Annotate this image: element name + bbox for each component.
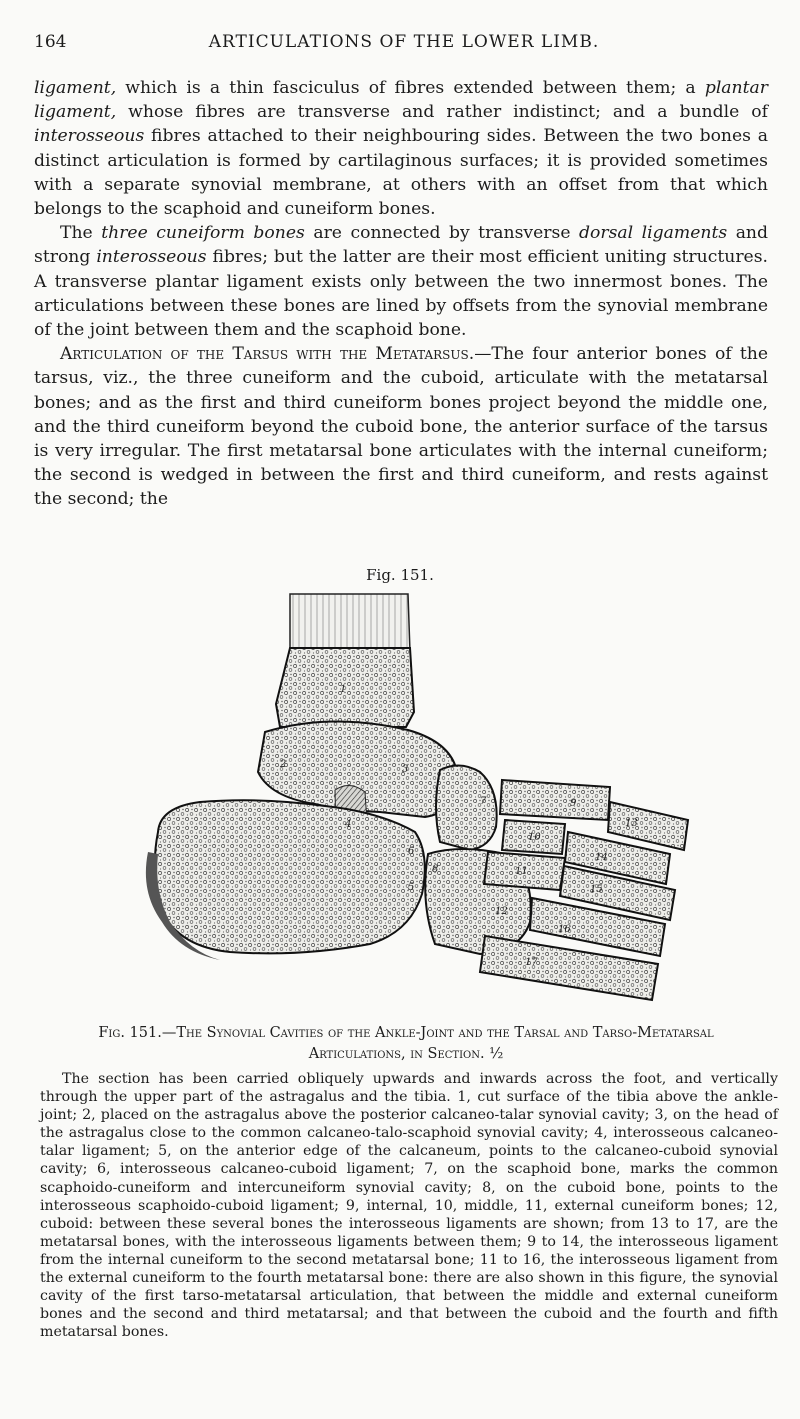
text-run: which is a thin fasciculus of fibres extended between them; a	[116, 78, 705, 98]
calcaneum	[155, 800, 425, 953]
text-run: whose fibres are transverse and rather indistinct; and a bundle of	[116, 102, 768, 123]
page-header	[34, 32, 774, 56]
section-heading: Articulation of the Tarsus with the Metatarsus.	[60, 344, 475, 365]
label-8: 8	[432, 864, 439, 875]
label-14: 14	[595, 852, 608, 863]
scaphoid	[436, 765, 497, 850]
label-12: 12	[495, 906, 508, 917]
label-15: 15	[590, 884, 603, 895]
text-run: The	[60, 223, 102, 244]
page-number: 164	[34, 32, 67, 52]
text-run: and strong	[34, 223, 769, 268]
caption-title: Fig. 151.—The Synovial Cavities of the Ankle-Joint and the Tarsal and Tarso-Metatarsal Articulations, in Section. ½	[98, 1025, 714, 1062]
label-16: 16	[558, 924, 571, 935]
tibia-shaft	[290, 594, 410, 652]
text-run: —The four anterior bones of the tarsus, viz., the three cuneiform and the cuboid, articulate with the metatarsal bones; and as the first and third cuneiform bones project beyond the middle one, and the third cuneiform beyond the cuboid bone, the anterior surface of the tarsus is very irregular. The first metatarsal bone articulates with the internal cuneiform; the second is wedged in between the first and third cuneiform, and rests against the second; the	[34, 344, 768, 510]
paragraph-1	[34, 76, 768, 221]
text-run: fibres; but the latter are their most efficient uniting structures. A transverse plantar ligament exists only between the two innermost bones. The articulations between these bones are lined by offsets from the synovial membrane of the joint between them and the scaphoid bone.	[34, 247, 768, 341]
label-2: 2	[280, 759, 287, 770]
label-1: 1	[340, 684, 347, 695]
label-6: 6	[408, 846, 415, 857]
term-ligament: ligament,	[34, 78, 117, 98]
caption-text: The section has been carried obliquely upwards and inwards across the foot, and vertically through the upper part of the astragalus and the tibia. 1, cut surface of the tibia above the ankle-joint; 2, placed on the astragalus above the posterior calcaneo-talar synovial cavity; 3, on the head of the astragalus close to the common calcaneo-talo-scaphoid synovial cavity; 4, interosseous calcaneo-talar ligament; 5, on the anterior edge of the calcaneum, points to the calcaneo-cuboid synovial cavity; 6, interosseous calcaneo-cuboid ligament; 7, on the scaphoid bone, marks the common scaphoido-cuneiform and intercuneiform synovial cavity; 8, on the cuboid bone, points to the interosseous scaphoido-cuboid ligament; 9, internal, 10, middle, 11, external cuneiform bones; 12, cuboid: between these several bones the interosseous ligaments are shown; from 13 to 17, are the metatarsal bones, with the interosseous ligaments between them; 9 to 14, the interosseous ligament from the internal cuneiform to the second metatarsal bone; 11 to 16, the interosseous ligament from the external cuneiform to the fourth metatarsal bone: there are also shown in this figure, the synovial cavity of the first tarso-metatarsal articulation, that between the middle and external cuneiform bones and the second and third metatarsal; and that between the cuboid and the fourth and fifth metatarsal bones.	[40, 1071, 778, 1341]
label-3: 3	[402, 764, 409, 775]
term-interosseous: interosseous	[34, 126, 145, 147]
caption-body	[40, 1070, 778, 1341]
label-4: 4	[345, 819, 352, 830]
label-17: 17	[525, 957, 538, 968]
internal-cuneiform	[500, 780, 610, 820]
label-10: 10	[528, 832, 541, 843]
foot-section-illustration	[140, 592, 700, 1012]
figure-label: Fig. 151.	[366, 566, 434, 584]
label-9: 9	[570, 798, 577, 809]
term-interosseous: interosseous	[96, 247, 207, 268]
term-three-cuneiform-bones: three cuneiform bones	[101, 223, 305, 244]
text-run: are connected by transverse	[304, 223, 580, 244]
foot-section-drawing	[140, 592, 700, 1012]
label-7: 7	[480, 796, 487, 807]
label-11: 11	[515, 866, 528, 877]
text-run: fibres attached to their neighbouring sides. Between the two bones a distinct articulation is formed by cartilaginous surfaces; it is provided sometimes with a separate synovial membrane, at others with an offset from that which belongs to the scaphoid and cuneiform bones.	[34, 126, 768, 220]
label-13: 13	[625, 818, 638, 829]
term-dorsal-ligaments: dorsal ligaments	[579, 223, 728, 244]
label-5: 5	[408, 882, 415, 893]
term-plantar-ligament: plantar ligament,	[34, 78, 768, 123]
body-text	[34, 76, 768, 512]
paragraph-2	[34, 221, 768, 342]
running-title: ARTICULATIONS OF THE LOWER LIMB.	[208, 32, 600, 52]
paragraph-3	[34, 342, 768, 511]
